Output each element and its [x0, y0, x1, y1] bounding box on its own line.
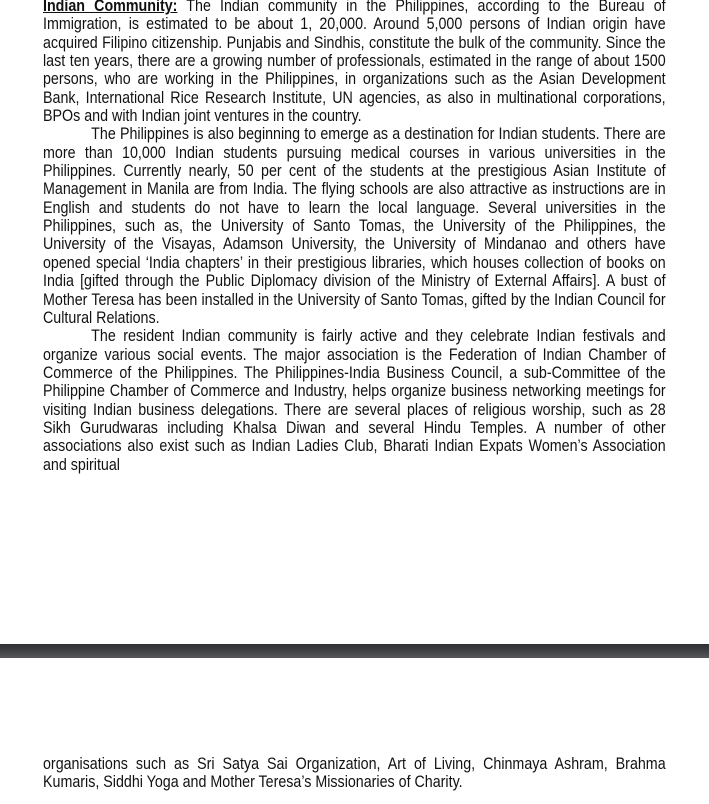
- page-lower: [0, 658, 709, 804]
- paragraph-text: The Indian community in the Philippines, according to the Bureau of Immigration, is estimated to be about 1, 20,000. Around 5,000 persons of Indian origin have acquired Filipino citizenship. Punjabis and Sindhis, constitute the bulk of the community. Since the last ten years, there are a growing number of professionals, estimated in the range of about 1500 persons, who are working in the Philippines, in organizations such as the Asian Development Bank, International Rice Research Institute, UN agencies, as also in multinational corporations, BPOs and with Indian joint ventures in the country.: [43, 0, 666, 126]
- page-text: [43, 0, 666, 474]
- page-text: [43, 755, 666, 792]
- paragraph-community-activities: The resident Indian community is fairly active and they celebrate Indian festivals and organize various social events. The major association is the Federation of Indian Chamber of Commerce of the Philippines. The Philippines-India Business Council, a sub-Committee of the Philippine Chamber of Commerce and Industry, helps organize business networking meetings for visiting Indian business delegations. There are several places of religious worship, such as 28 Sikh Gurudwaras including Khalsa Diwan and several Hindu Temples. A number of other associations also exist such as Indian Ladies Club, Bharati Indian Expats Women’s Association and spiritual: [43, 326, 666, 474]
- paragraph-continuation: organisations such as Sri Satya Sai Organization, Art of Living, Chinmaya Ashram, Brahma Kumaris, Siddhi Yoga and Mother Teresa’s Missionaries of Charity.: [43, 754, 666, 792]
- paragraph-indian-community: [43, 0, 666, 125]
- section-heading: Indian Community:: [43, 0, 178, 15]
- paragraph-students: The Philippines is also beginning to emerge as a destination for Indian students. There are more than 10,000 Indian students pursuing medical courses in various universities in the Philippines. Currently nearly, 50 per cent of the students at the prestigious Asian Institute of Management in Manila are from India. The flying schools are also attractive as instructions are in English and students do not have to learn the local language. Several universities in the Philippines, such as, the University of Santo Tomas, the University of the Philippines, the University of the Visayas, Adamson University, the University of Mindanao and others have opened special ‘India chapters’ in their prestigious libraries, which houses collection of books on India [gifted through the Public Diplomacy division of the Ministry of External Affairs]. A bust of Mother Teresa has been installed in the University of Santo Tomas, gifted by the Indian Council for Cultural Relations.: [43, 124, 666, 327]
- page-separator: [0, 644, 709, 658]
